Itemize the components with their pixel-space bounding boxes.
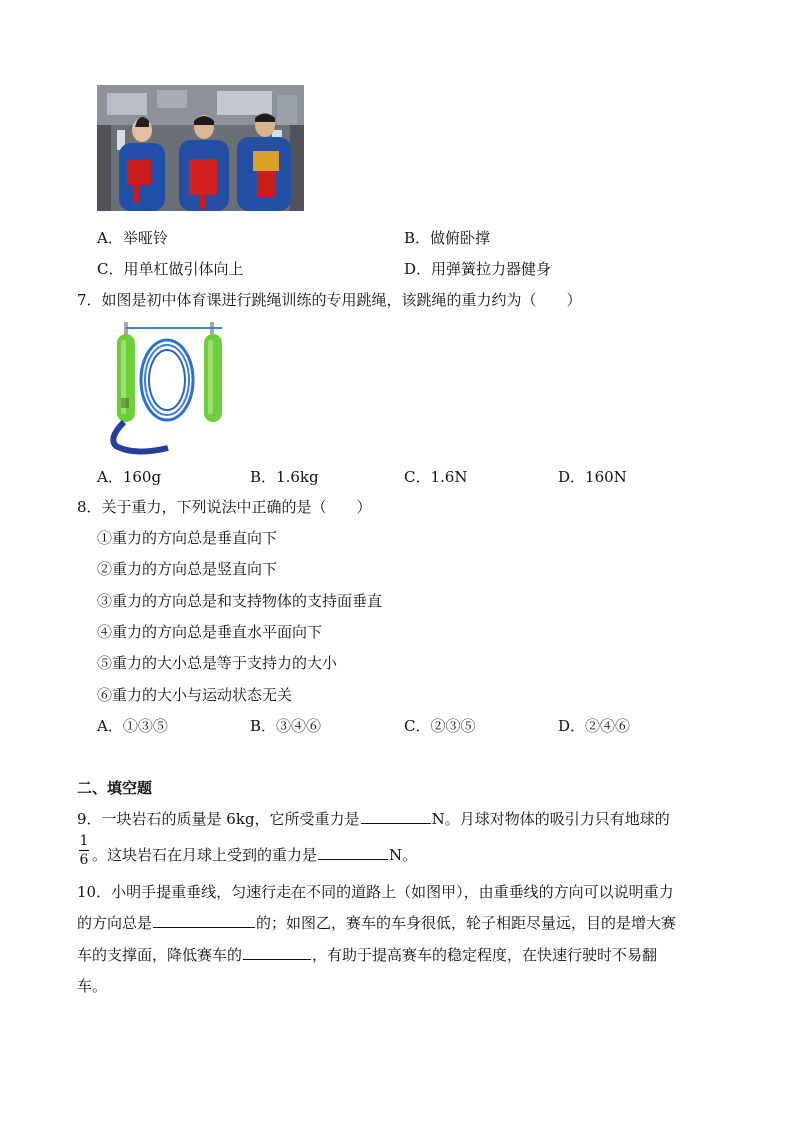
- option-a: A．举哑铃: [97, 229, 168, 247]
- option-d: D．用弹簧拉力器健身: [404, 260, 552, 278]
- question-text: N。月球对物体的吸引力只有地球的: [431, 810, 670, 828]
- option-c: C．1.6N: [404, 468, 468, 486]
- fraction-bar: [79, 850, 89, 851]
- option-c: C．用单杠做引体向上: [97, 260, 244, 278]
- question-line: [77, 913, 676, 933]
- statement-item: ④重力的方向总是垂直水平面向下: [97, 623, 323, 641]
- option-a: A．160g: [97, 468, 162, 486]
- question-text: N。: [389, 846, 418, 864]
- question-line: [77, 809, 670, 829]
- fraction-numerator: 1: [79, 833, 89, 849]
- option-d: D．160N: [558, 468, 627, 486]
- answer-blank: [243, 945, 311, 960]
- question-line: [92, 845, 417, 865]
- question-text: ，有助于提高赛车的稳定程度，在快速行驶时不易翻: [312, 946, 658, 964]
- answer-blank: [318, 845, 388, 860]
- question-stem: 8．关于重力，下列说法中正确的是（ ）: [77, 498, 372, 516]
- statement-item: ①重力的方向总是垂直向下: [97, 529, 278, 547]
- question-line: [77, 945, 657, 965]
- answer-blank: [361, 809, 431, 824]
- question-text: 的方向总是: [77, 914, 153, 932]
- question-text: 9．一块岩石的质量是 6kg，它所受重力是: [77, 810, 360, 828]
- question-text: 。这块岩石在月球上受到的重力是: [92, 846, 318, 864]
- statement-item: ⑥重力的大小与运动状态无关: [97, 686, 293, 704]
- section-heading: 二、填空题: [77, 779, 153, 797]
- question-stem: 7．如图是初中体育课进行跳绳训练的专用跳绳，该跳绳的重力约为（ ）: [77, 291, 582, 309]
- statement-item: ⑤重力的大小总是等于支持力的大小: [97, 654, 338, 672]
- question-text: 车的支撑面，降低赛车的: [77, 946, 243, 964]
- option-b: B．1.6kg: [250, 468, 319, 486]
- option-c: C．②③⑤: [404, 717, 476, 735]
- option-a: A．①③⑤: [97, 717, 168, 735]
- question-line: 10．小明手提重垂线，匀速行走在不同的道路上（如图甲），由重垂线的方向可以说明重力: [77, 883, 674, 901]
- option-d: D．②④⑥: [558, 717, 631, 735]
- fraction-denominator: 6: [79, 852, 89, 868]
- fraction: [78, 834, 90, 867]
- question-line: 车。: [77, 977, 108, 995]
- option-b: B．做俯卧撑: [404, 229, 491, 247]
- jump-rope-photo: [104, 318, 229, 460]
- astronaut-photo: [97, 85, 304, 211]
- statement-item: ③重力的方向总是和支持物体的支持面垂直: [97, 592, 383, 610]
- question-text: 的；如图乙，赛车的车身很低，轮子相距尽量远，目的是增大赛: [256, 914, 677, 932]
- answer-blank: [153, 913, 255, 928]
- option-b: B．③④⑥: [250, 717, 322, 735]
- statement-item: ②重力的方向总是竖直向下: [97, 560, 278, 578]
